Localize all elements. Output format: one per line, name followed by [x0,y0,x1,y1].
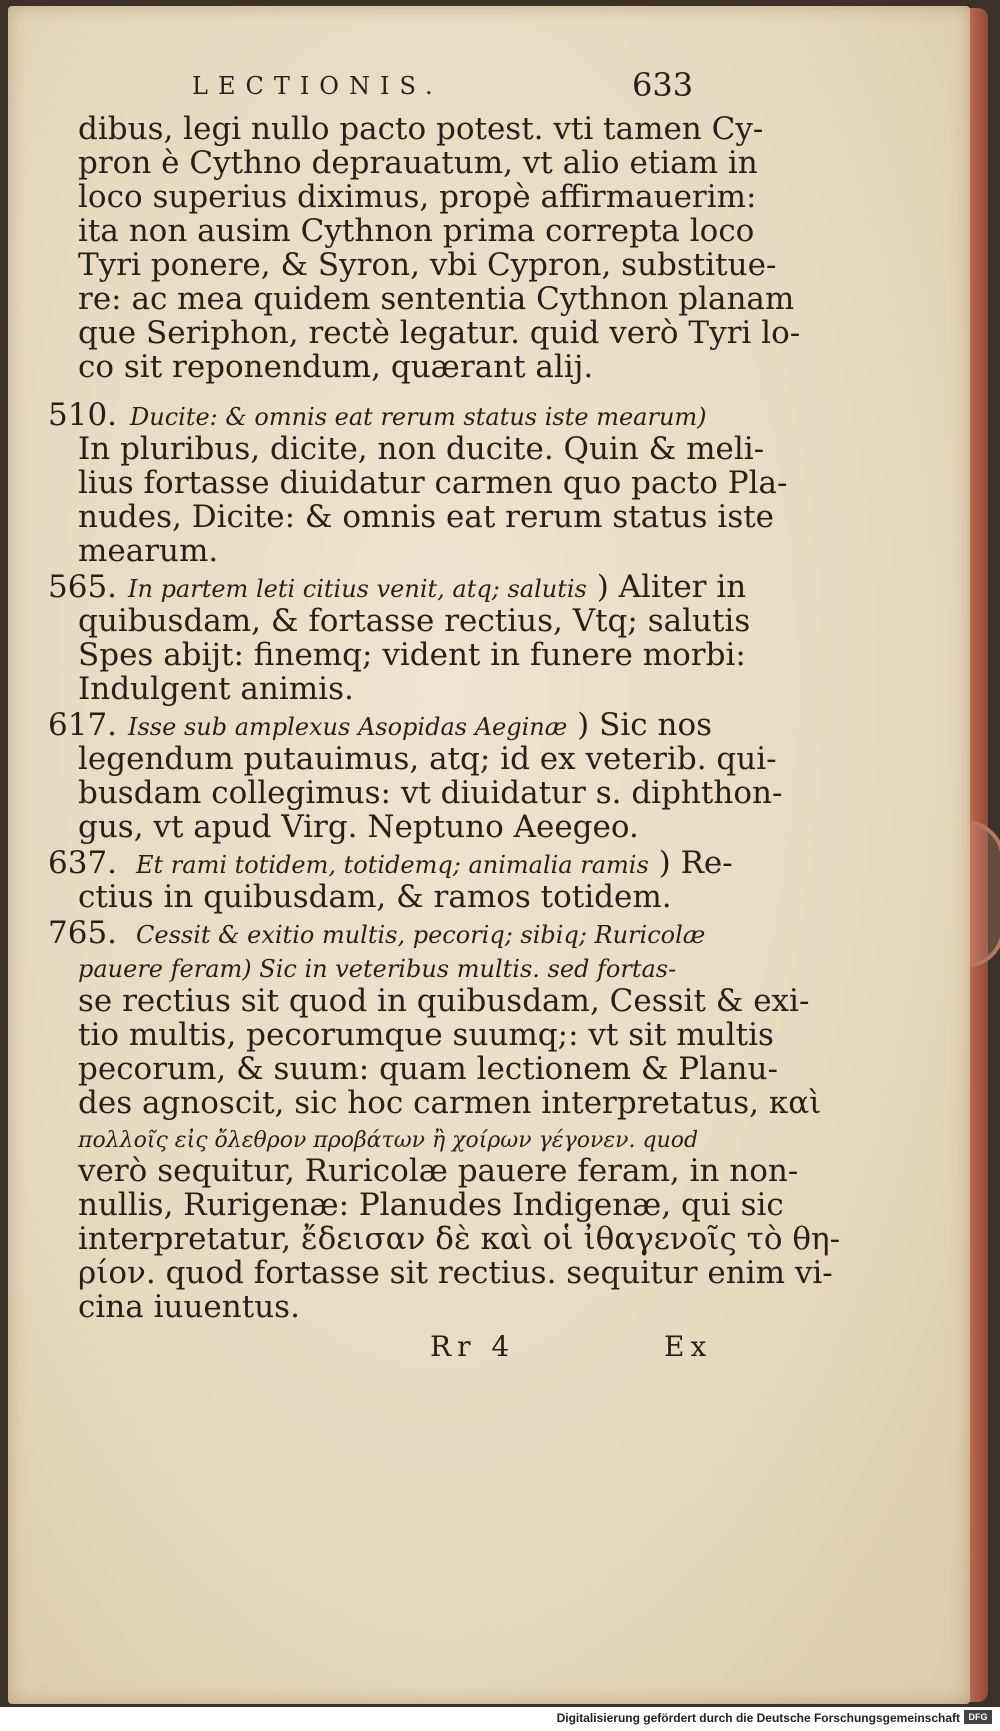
catchword: Ex [664,1330,713,1363]
text-line: pecorum, & suum: quam lectionem & Planu- [78,1051,778,1087]
lemma-text: In partem leti citius venit, atq; salutis [128,575,587,603]
running-head: LECTIONIS. [192,72,443,100]
dfg-logo: DFG [964,1710,992,1724]
page-number: 633 [632,66,694,104]
text-line: nullis, Rurigenæ: Planudes Indigenæ, qui sic [78,1187,784,1223]
lemma-text: Isse sub amplexus Asopidas Aeginæ [128,713,568,741]
text-line: ita non ausim Cythnon prima correpta loco [78,213,755,249]
text-line: ρίον. quod fortasse sit rectius. sequitur enim vi- [78,1255,833,1291]
text-line: pron è Cythno deprauatum, vt alio etiam in [78,145,758,181]
lemma-rest: ) Aliter in [596,569,747,605]
text-line: In pluribus, dicite, non ducite. Quin & meli- [78,431,765,467]
text-line: ctius in quibusdam, & ramos totidem. [78,879,672,915]
note-lemma [136,846,733,882]
text-line: tio multis, pecorumque suumq;: vt sit multis [78,1017,774,1053]
note-number: 510. [48,397,118,433]
text-line: des agnoscit, sic hoc carmen interpretatus, καὶ [78,1085,822,1121]
text-line: mearum. [78,533,219,569]
note-lemma [128,708,712,744]
text-line: gus, vt apud Virg. Neptuno Aeegeo. [78,809,639,845]
note-lemma [128,570,746,606]
text-line: lius fortasse diuidatur carmen quo pacto Pla- [78,465,788,501]
note-number: 617. [48,707,118,743]
text-line: loco superius diximus, propè affirmauerim: [78,179,757,215]
footer-credit: Digitalisierung gefördert durch die Deutsche Forschungsgemeinschaft [556,1711,960,1725]
text-line: legendum putauimus, atq; id ex veterib. qui- [78,741,777,777]
note-number: 565. [48,569,118,605]
text-line: cina iuuentus. [78,1289,300,1325]
note-number: 637. [48,845,118,881]
lemma-text: Et rami totidem, totidemq; animalia ramis [136,851,649,879]
note-lemma [136,916,705,952]
lemma-rest: ) Re- [658,845,733,881]
text-line: quibusdam, & fortasse rectius, Vtq; salutis [78,603,751,639]
text-line: busdam collegimus: vt diuidatur s. diphthon- [78,775,783,811]
text-line: Spes abijt: finemq; vident in funere morbi: [78,637,746,673]
greek-line: πολλοῖς εἰς ὄλεθρον προβάτων ἢ χοίρων γέγονεν. quod [78,1128,699,1153]
lemma-text: Cessit & exitio multis, pecoriq; sibiq; Ruricolæ [136,921,706,949]
text-line: Tyri ponere, & Syron, vbi Cypron, substitue- [78,247,777,283]
text-line: dibus, legi nullo pacto potest. vti tamen Cy- [78,111,764,147]
text-line [78,950,676,986]
text-line: verò sequitur, Ruricolæ pauere feram, in non- [78,1153,799,1189]
lemma-text: Ducite: & omnis eat rerum status iste mearum) [130,403,707,431]
text-line: interpretatur, ἔδεισαν δὲ καὶ οἱ ἰθαγενοῖς τὸ θη- [78,1221,841,1257]
text-line: nudes, Dicite: & omnis eat rerum status iste [78,499,775,535]
text-line-content: pauere feram) Sic in veteribus multis. sed fortas- [78,955,677,983]
text-line: re: ac mea quidem sententia Cythnon planam [78,281,795,317]
lemma-rest: ) Sic nos [577,707,713,743]
text-line: se rectius sit quod in quibusdam, Cessit & exi- [78,983,810,1019]
text-line: Indulgent animis. [78,671,354,707]
text-line: co sit reponendum, quærant alij. [78,349,594,385]
text-line: que Seriphon, rectè legatur. quid verò Tyri lo- [78,315,801,351]
note-number: 765. [48,915,118,951]
note-lemma [130,398,707,434]
signature-mark: Rr 4 [430,1330,516,1363]
